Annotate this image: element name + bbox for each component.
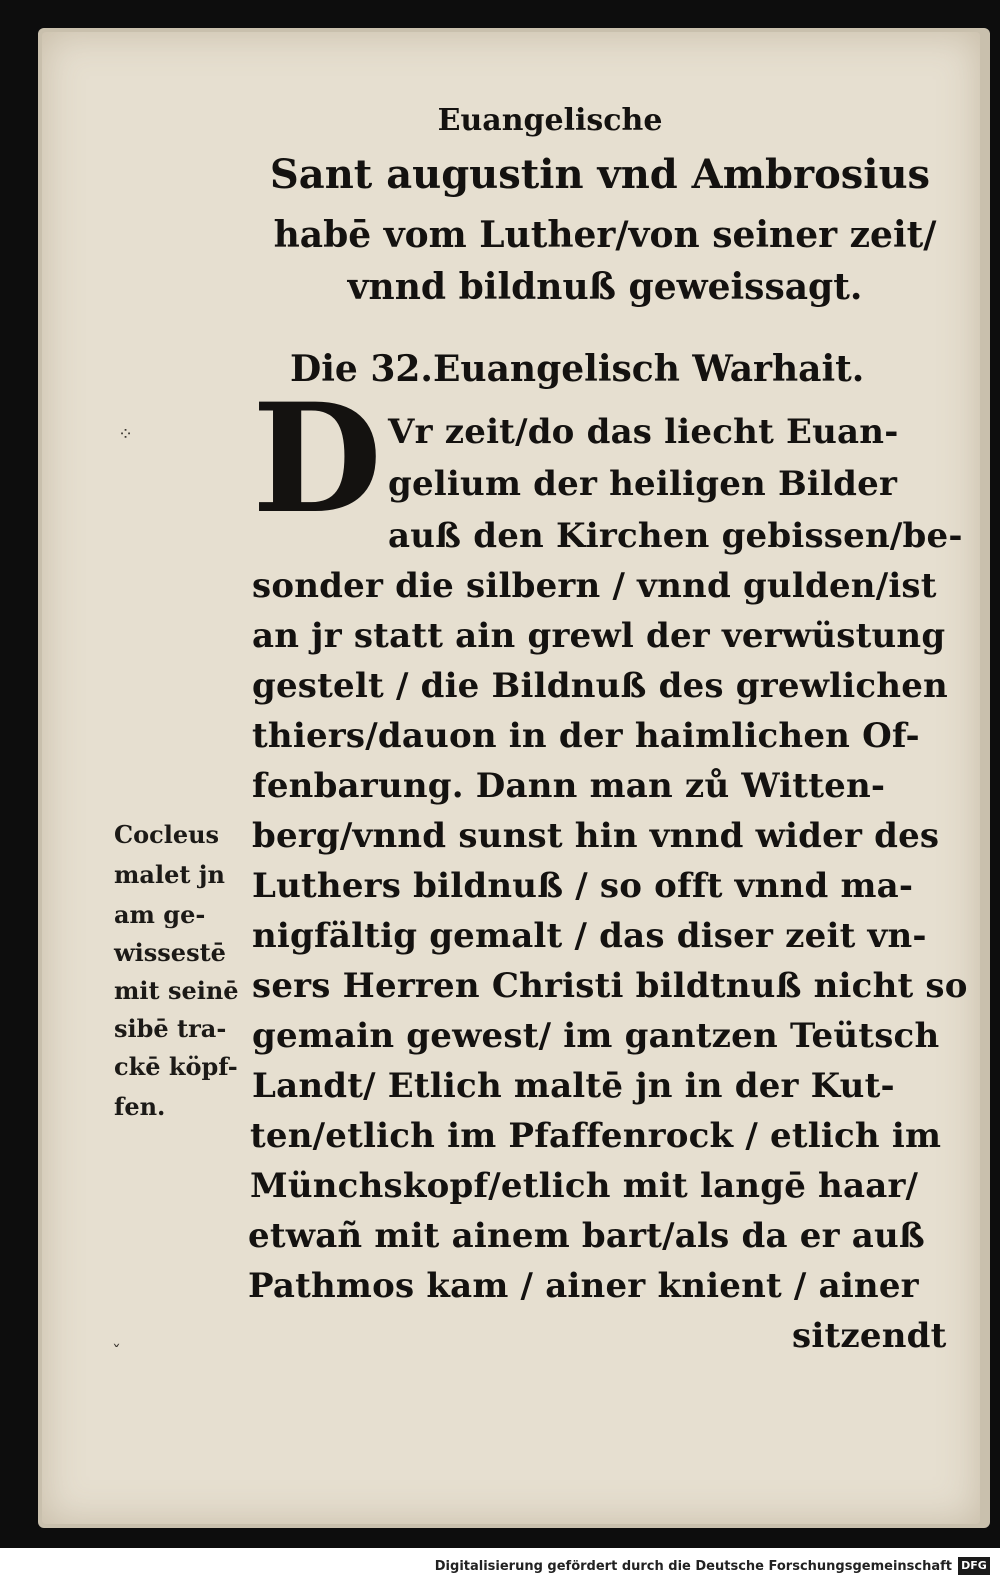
body-line: Luthers bildnuß / so offt vnnd ma- (252, 866, 914, 906)
margin-note-line: am ge- (114, 900, 206, 929)
body-line: fenbarung. Dann man zů Witten- (252, 766, 886, 806)
footer-bar (0, 1548, 1000, 1587)
body-line: Pathmos kam / ainer knient / ainer (248, 1266, 919, 1306)
body-line: nigfältig gemalt / das diser zeit vn- (252, 916, 927, 956)
dfg-logo: DFG (958, 1557, 990, 1575)
funding-credit: Digitalisierung gefördert durch die Deutsche Forschungsgemeinschaft (434, 1559, 952, 1574)
drop-cap: D (252, 371, 383, 547)
margin-note-line: fen. (114, 1092, 166, 1121)
margin-note-line: sibē tra- (114, 1014, 227, 1043)
body-line: gemain gewest/ im gantzen Teütsch (252, 1016, 940, 1056)
body-line: Münchskopf/etlich mit langē haar/ (250, 1166, 919, 1206)
margin-note-line: ckē köpf- (114, 1052, 238, 1081)
title-line-2: habē vom Luther/von seiner zeit/ (273, 214, 937, 256)
body-line: ten/etlich im Pfaffenrock / etlich im (250, 1116, 942, 1156)
margin-note-line: mit seinē (114, 976, 239, 1005)
body-line: berg/vnnd sunst hin vnnd wider des (252, 816, 940, 856)
title-line-3: vnnd bildnuß geweissagt. (347, 266, 863, 308)
body-line: gestelt / die Bildnuß des grewlichen (252, 666, 948, 706)
margin-note-line: malet jn (114, 860, 225, 889)
body-line: sers Herren Christi bildtnuß nicht so (252, 966, 968, 1006)
title-line-1: Sant augustin vnd Ambrosius (269, 151, 931, 198)
margin-note-line: Cocleus (114, 820, 220, 849)
body-line: sonder die silbern / vnnd gulden/ist (252, 566, 937, 606)
ink-speck: ⁘ (118, 424, 134, 445)
body-line: Landt/ Etlich maltē jn in der Kut- (252, 1066, 895, 1106)
body-line: gelium der heiligen Bilder (388, 464, 898, 504)
body-line: an jr statt ain grewl der verwüstung (252, 616, 946, 656)
catchword: sitzendt (792, 1316, 947, 1356)
body-line: auß den Kirchen gebissen/be- (388, 516, 963, 556)
body-line: thiers/dauon in der haimlichen Of- (252, 716, 920, 756)
truth-heading: Die 32.Euangelisch Warhait. (290, 348, 865, 390)
body-line: etwañ mit ainem bart/als da er auß (248, 1216, 925, 1256)
body-line: Vr zeit/do das liecht Euan- (388, 412, 899, 452)
margin-note-line: wissestē (114, 938, 226, 967)
ink-speck: ˇ (112, 1342, 121, 1363)
running-head: Euangelische (437, 103, 663, 138)
